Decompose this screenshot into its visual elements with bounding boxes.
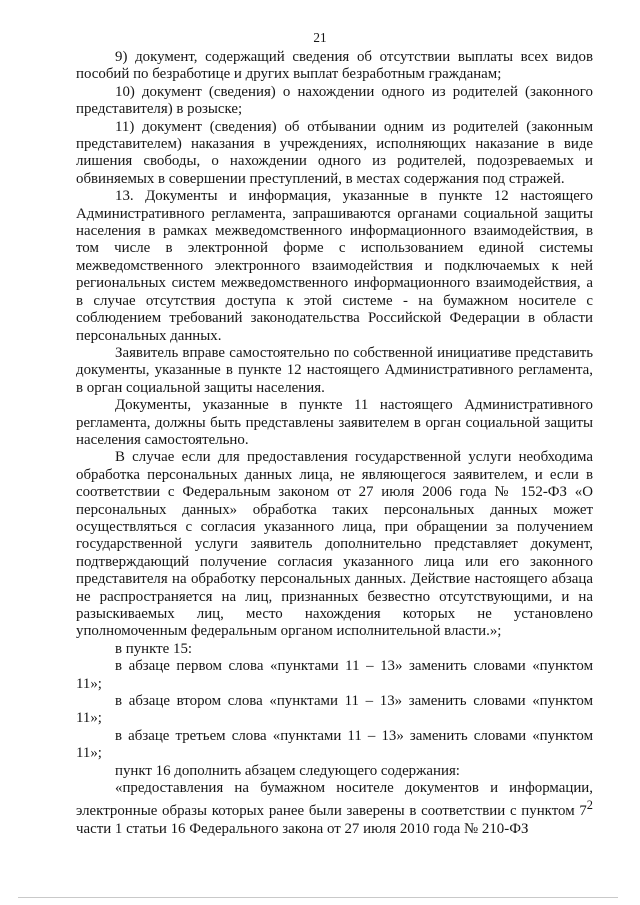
clause-16-text-end: части 1 статьи 16 Федерального закона от 27 июля 2010 года № 210-ФЗ [76,820,529,837]
paragraph-documents-self: Документы, указанные в пункте 11 настоящего Административного регламента, должны быть представлены заявителем в орган социальной защиты населения самостоятельно. [76,397,593,448]
paragraph-clause-15-first: в абзаце первом слова «пунктами 11 – 13» заменить словами «пунктом 11»; [76,658,593,692]
page-bottom-rule [18,897,618,898]
paragraph-clause-15-intro: в пункте 15: [115,640,193,657]
paragraph-clause-16-text [76,780,593,838]
paragraph-clause-16-intro: пункт 16 дополнить абзацем следующего содержания: [115,762,460,779]
paragraph-item-11: 11) документ (сведения) об отбывании одним из родителей (законным представителем) наказания в учреждениях, исполняющих наказание в виде лишения свободы, о нахождении одного из родителей, подозреваемых и обвиняемых в совершении преступлений, в местах содержания под стражей. [76,118,593,187]
clause-16-text-start: «предоставления на бумажном носителе документов и информации, электронные образы которых ранее были заверены в соответствии с пунктом 7 [76,780,593,820]
paragraph-applicant-right: Заявитель вправе самостоятельно по собственной инициативе представить документы, указанные в пункте 12 настоящего Административного регламента, в орган социальной защиты населения. [76,344,593,396]
paragraph-personal-data: В случае если для предоставления государственной услуги необходима обработка персональных данных лица, не являющегося заявителем, и если в соответствии с Федеральным законом от 27 июля 2006 года № 152-ФЗ «О персональных данных» обработка таких персональных данных может осуществляться с согласия указанного лица, при обращении за получением государственной услуги заявитель дополнительно представляет документ, подтверждающий получение согласия указанного лица или его законного представителя на обработку персональных данных. Действие настоящего абзаца не распространяется на лиц, признанных безвестно отсутствующими, и на разыскиваемых лиц, место нахождения которых не установлено уполномоченным федеральным органом исполнительной власти.»; [76,449,593,640]
paragraph-clause-15-third: в абзаце третьем слова «пунктами 11 – 13» заменить словами «пунктом 11»; [76,727,593,762]
paragraph-clause-15-second: в абзаце втором слова «пунктами 11 – 13» заменить словами «пунктом 11»; [76,693,593,727]
page-number: 21 [313,30,327,45]
paragraph-item-10: 10) документ (сведения) о нахождении одного из родителей (законного представителя) в розыске; [76,83,593,118]
superscript-marker: 2 [586,798,593,813]
paragraph-clause-13: 13. Документы и информация, указанные в пункте 12 настоящего Административного регламента, запрашиваются органами социальной защиты населения в рамках межведомственного информационного взаимодействия, в том числе в электронной форме с использованием единой системы межведомственного электронного взаимодействия и подключаемых к ней региональных систем межведомственного информационного взаимодействия, а в случае отсутствия доступа к этой системе - на бумажном носителе с соблюдением требований законодательства Российской Федерации в области персональных данных. [76,188,593,344]
paragraph-item-9: 9) документ, содержащий сведения об отсутствии выплаты всех видов пособий по безработице и других выплат безработным гражданам; [76,49,593,83]
body-text [76,49,593,838]
